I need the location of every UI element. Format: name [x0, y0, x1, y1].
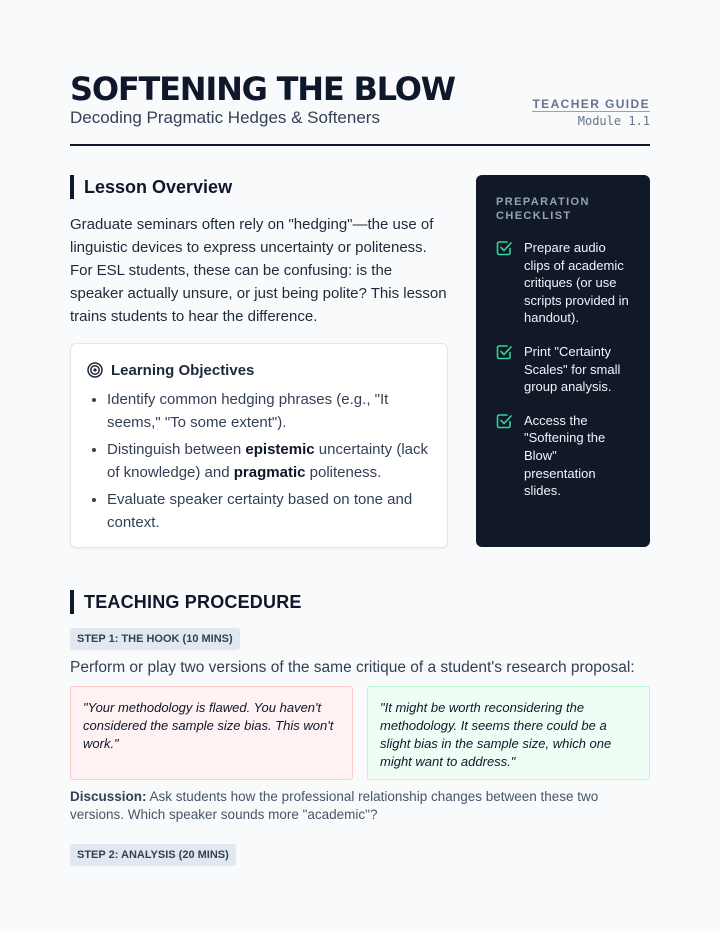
- learning-objectives-card: [70, 343, 448, 548]
- page-header: [70, 68, 650, 146]
- overview-heading: Lesson Overview: [70, 175, 448, 199]
- checklist-item-text: Prepare audio clips of academic critiques (or use scripts provided in handout).: [524, 240, 629, 326]
- step-badge: STEP 1: THE HOOK (10 MINS): [70, 628, 240, 650]
- teacher-guide-page: [70, 0, 650, 932]
- page-title: SOFTENING THE BLOW: [70, 70, 455, 108]
- discussion-label: Discussion:: [70, 789, 147, 804]
- objective-item: [107, 438, 437, 484]
- objective-text: Distinguish between: [107, 441, 246, 458]
- objective-text: uncertainty (lack of knowledge) and: [107, 441, 429, 481]
- guide-label: TEACHER GUIDE: [532, 97, 650, 111]
- discussion-prompt: [70, 788, 650, 824]
- checklist-title: PREPARATION CHECKLIST: [496, 196, 590, 222]
- checklist-item-text: Access the "Softening the Blow" presentation slides.: [524, 412, 606, 499]
- checklist-item: [496, 412, 630, 500]
- objective-item: • Identify common hedging phrases (e.g., "It seems," "To some extent").: [107, 388, 437, 434]
- objective-item: • Evaluate speaker certainty based on tone and context.: [107, 488, 437, 534]
- harsh-critique-example: "Your methodology is flawed. You haven't considered the sample size bias. This won't work.": [70, 686, 353, 780]
- checkbox-icon: [496, 344, 512, 360]
- teaching-procedure: [70, 590, 650, 861]
- target-icon: [87, 362, 103, 378]
- objective-term-pragmatic: pragmatic: [233, 464, 306, 481]
- preparation-checklist: [476, 175, 650, 547]
- page-subtitle: Decoding Pragmatic Hedges & Softeners: [70, 108, 380, 127]
- checklist-item: [496, 239, 630, 327]
- objective-term-epistemic: epistemic: [245, 441, 315, 458]
- discussion-text: Ask students how the professional relationship changes between these two versions. Which speaker sounds more "academic"?: [70, 789, 599, 822]
- objectives-list: [107, 388, 437, 538]
- objective-text: politeness.: [305, 464, 382, 481]
- checkbox-icon: [496, 240, 512, 256]
- step-intro: Perform or play two versions of the same critique of a student's research proposal:: [70, 659, 635, 676]
- objectives-header: [87, 360, 254, 380]
- lesson-overview: [70, 175, 448, 328]
- softened-critique-example: "It might be worth reconsidering the methodology. It seems there could be a slight bias in the sample size, which one might want to address.": [367, 686, 650, 780]
- step-badge: STEP 2: ANALYSIS (20 MINS): [70, 844, 236, 866]
- checkbox-icon: [496, 413, 512, 429]
- module-label: Module 1.1: [577, 114, 650, 128]
- checklist-item-text: Print "Certainty Scales" for small group analysis.: [524, 343, 621, 395]
- checklist-item: [496, 343, 630, 396]
- procedure-heading: TEACHING PROCEDURE: [70, 590, 650, 614]
- overview-body: Graduate seminars often rely on "hedging"—the use of linguistic devices to express uncertainty or politeness. For ESL students, these can be confusing: is the speaker actually unsure, or just being polite? This lesson trains students to hear the difference.: [70, 216, 447, 325]
- objectives-heading: Learning Objectives: [111, 361, 255, 379]
